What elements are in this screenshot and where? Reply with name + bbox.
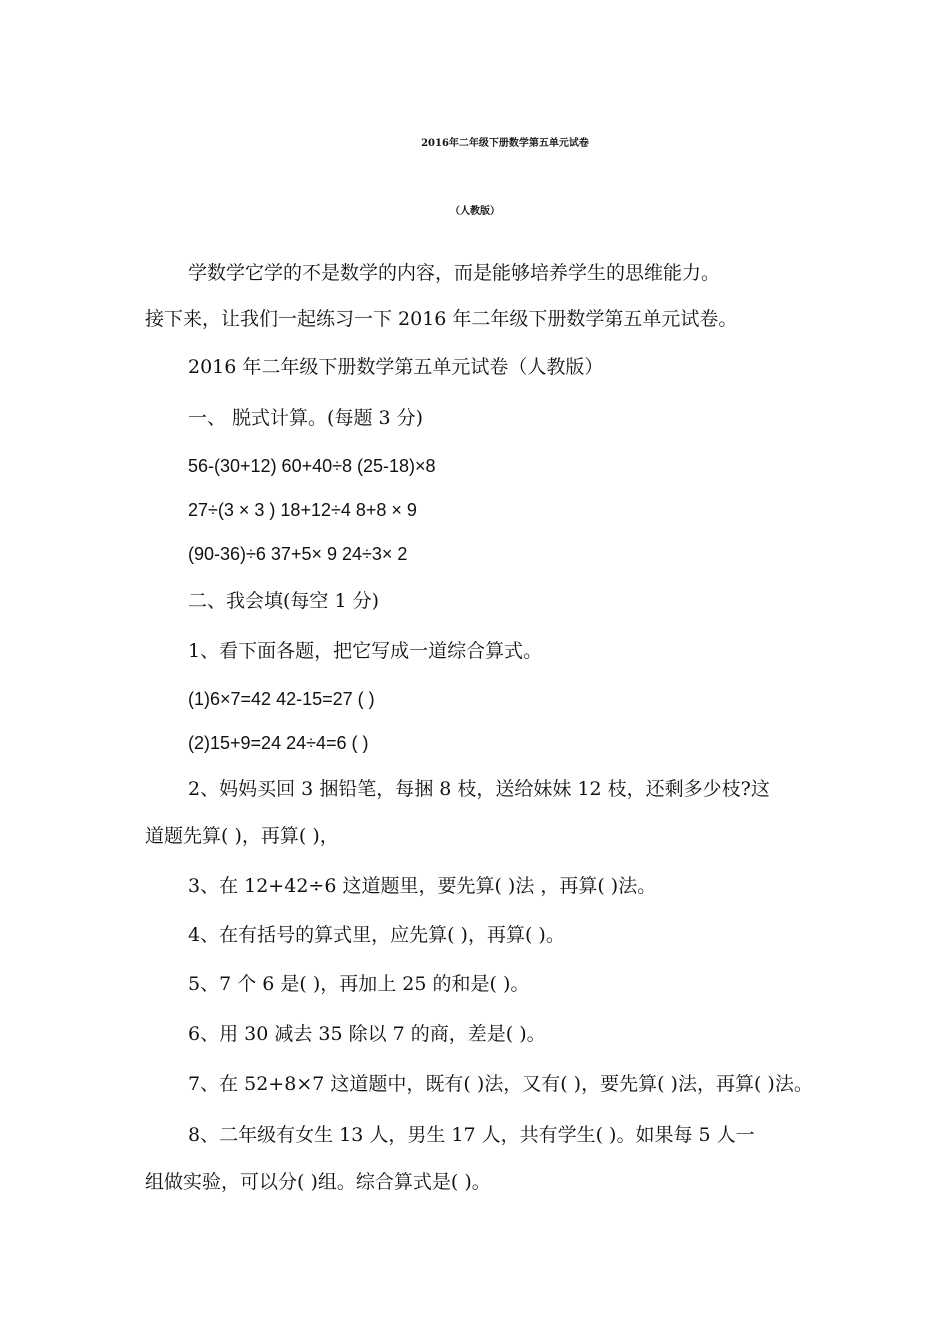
document-title: 2016年二年级下册数学第五单元试卷	[421, 138, 589, 149]
section2-heading: 二、我会填(每空 1 分)	[188, 590, 379, 612]
exam-subtitle: 2016 年二年级下册数学第五单元试卷（人教版）	[188, 356, 604, 378]
intro-line-2: 接下来，让我们一起练习一下 2016 年二年级下册数学第五单元试卷。	[145, 308, 738, 330]
document-subtitle-edition: （人教版）	[450, 206, 500, 217]
calc-row-1: 56-(30+12) 60+40÷8 (25-18)×8	[188, 456, 436, 476]
question-7: 7、在 52+8×7 这道题中，既有( )法，又有( )，要先算( )法，再算( )法。	[188, 1073, 813, 1095]
intro-line-1: 学数学它学的不是数学的内容，而是能够培养学生的思维能力。	[188, 262, 721, 284]
question-2-line-2: 道题先算( )，再算( )，	[145, 825, 339, 847]
question-4: 4、在有括号的算式里，应先算( )，再算( )。	[188, 924, 565, 946]
question-5: 5、7 个 6 是( )，再加上 25 的和是( )。	[188, 973, 530, 995]
section1-heading: 一、 脱式计算。(每题 3 分)	[188, 407, 424, 429]
question-2-line-1: 2、妈妈买回 3 捆铅笔，每捆 8 枝，送给妹妹 12 枝，还剩多少枝?这	[188, 778, 770, 800]
question-1-sub-1: (1)6×7=42 42-15=27 ( )	[188, 689, 375, 709]
question-6: 6、用 30 减去 35 除以 7 的商，差是( )。	[188, 1023, 546, 1045]
question-3: 3、在 12+42÷6 这道题里，要先算( )法 ，再算( )法。	[188, 875, 657, 897]
calc-row-2: 27÷(3 × 3 ) 18+12÷4 8+8 × 9	[188, 500, 417, 520]
question-8-line-2: 组做实验，可以分( )组。综合算式是( )。	[145, 1171, 491, 1193]
calc-row-3: (90-36)÷6 37+5× 9 24÷3× 2	[188, 544, 408, 564]
question-1-sub-2: (2)15+9=24 24÷4=6 ( )	[188, 733, 369, 753]
question-1: 1、看下面各题，把它写成一道综合算式。	[188, 640, 543, 662]
question-8-line-1: 8、二年级有女生 13 人，男生 17 人，共有学生( )。如果每 5 人一	[188, 1124, 755, 1146]
